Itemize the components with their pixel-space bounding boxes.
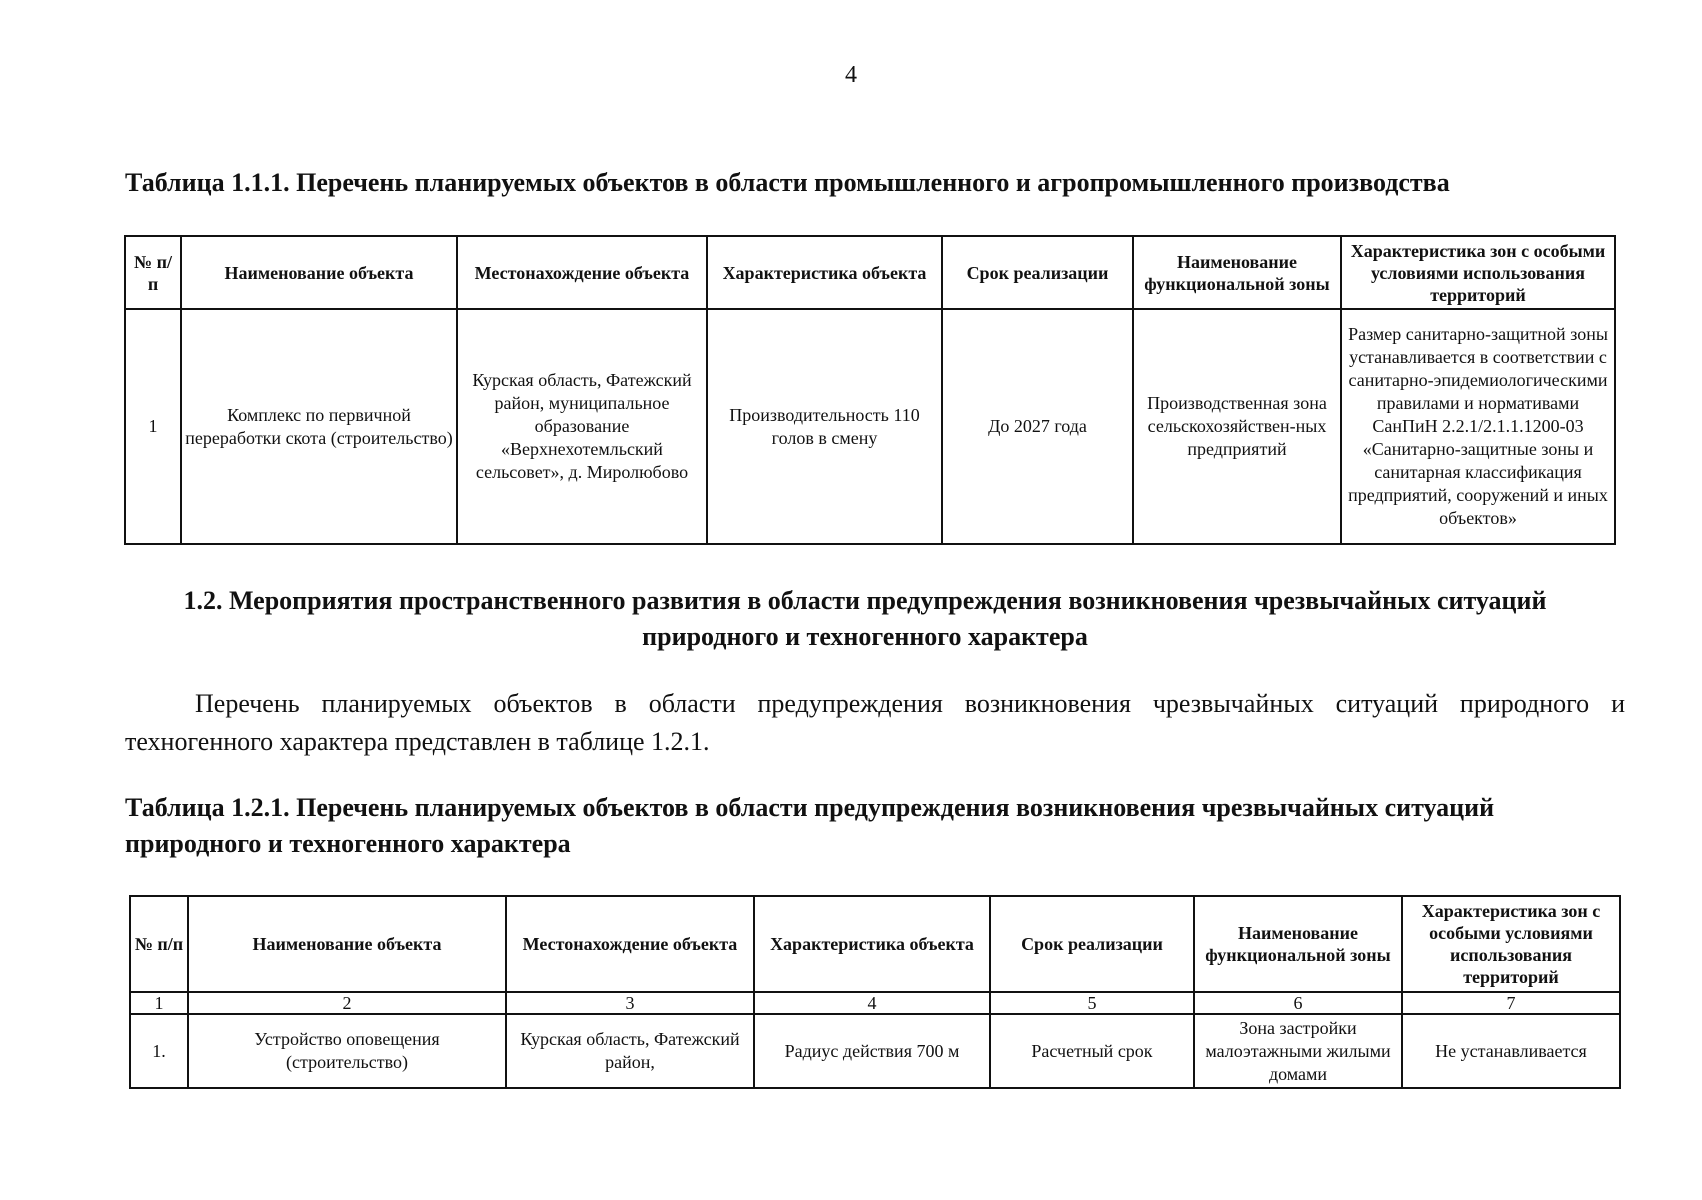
table2-cell-name: Устройство оповещения (строительство) xyxy=(188,1014,506,1088)
table1-header-characteristic: Характеристика объекта xyxy=(707,236,942,309)
table1-header-row xyxy=(125,236,1615,309)
table2-cell-num: 1. xyxy=(130,1014,188,1088)
table2-cell-characteristic: Радиус действия 700 м xyxy=(754,1014,990,1088)
table2-cell-location: Курская область, Фатежский район, xyxy=(506,1014,754,1088)
table2-header-name: Наименование объекта xyxy=(188,896,506,992)
table2-colnum-3: 3 xyxy=(506,992,754,1014)
table2-header-zone: Наименование функциональной зоны xyxy=(1194,896,1402,992)
table1-header-location: Местонахождение объекта xyxy=(457,236,707,309)
table1-cell-special-zones: Размер санитарно-защитной зоны устанавливается в соответствии с санитарно-эпидемиологическими правилами и нормативами СанПиН 2.2.1/2.1.1.1200-03 «Санитарно-защитные зоны и санитарная классификация предприятий, сооружений и иных объектов» xyxy=(1341,309,1615,544)
table2-header-term: Срок реализации xyxy=(990,896,1194,992)
table2-cell-term: Расчетный срок xyxy=(990,1014,1194,1088)
table1-caption: Таблица 1.1.1. Перечень планируемых объектов в области промышленного и агропромышленного производства xyxy=(125,168,1450,197)
table2-colnum-4: 4 xyxy=(754,992,990,1014)
table1-header-name: Наименование объекта xyxy=(181,236,457,309)
table2-cell-special-zones: Не устанавливается xyxy=(1402,1014,1620,1088)
table1-header-term: Срок реализации xyxy=(942,236,1133,309)
table1-cell-zone: Производственная зона сельскохозяйствен-ных предприятий xyxy=(1133,309,1341,544)
table2-header-characteristic: Характеристика объекта xyxy=(754,896,990,992)
table1-header-zone: Наименование функциональной зоны xyxy=(1133,236,1341,309)
table2-header-location: Местонахождение объекта xyxy=(506,896,754,992)
table2-cell-zone: Зона застройки малоэтажными жилыми домами xyxy=(1194,1014,1402,1088)
section-intro: Перечень планируемых объектов в области предупреждения возникновения чрезвычайных ситуаций природного и техногенного характера представлен в таблице 1.2.1. xyxy=(125,689,1625,756)
table1-cell-term: До 2027 года xyxy=(942,309,1133,544)
table2-colnum-6: 6 xyxy=(1194,992,1402,1014)
table1 xyxy=(124,235,1616,545)
table2-colnum-7: 7 xyxy=(1402,992,1620,1014)
table2-column-numbers xyxy=(130,992,1620,1014)
table2-caption: Таблица 1.2.1. Перечень планируемых объектов в области предупреждения возникновения чрезвычайных ситуаций природного и техногенного характера xyxy=(125,793,1495,858)
table1-header-num: № п/п xyxy=(125,236,181,309)
table-row xyxy=(130,1014,1620,1088)
table2-colnum-1: 1 xyxy=(130,992,188,1014)
table1-header-special-zones: Характеристика зон с особыми условиями использования территорий xyxy=(1341,236,1615,309)
table1-cell-characteristic: Производительность 110 голов в смену xyxy=(707,309,942,544)
page-number: 4 xyxy=(845,62,857,88)
table2-colnum-5: 5 xyxy=(990,992,1194,1014)
table1-cell-location: Курская область, Фатежский район, муниципальное образование «Верхнехотемльский сельсовет», д. Миролюбово xyxy=(457,309,707,544)
table2-colnum-2: 2 xyxy=(188,992,506,1014)
table1-cell-num: 1 xyxy=(125,309,181,544)
table2-header-num: № п/п xyxy=(130,896,188,992)
table2-header-special-zones: Характеристика зон с особыми условиями использования территорий xyxy=(1402,896,1620,992)
table-row xyxy=(125,309,1615,544)
table2-header-row xyxy=(130,896,1620,992)
table1-cell-name: Комплекс по первичной переработки скота (строительство) xyxy=(181,309,457,544)
table2 xyxy=(129,895,1621,1089)
section-title: 1.2. Мероприятия пространственного развития в области предупреждения возникновения чрезвычайных ситуаций природного и техногенного характера xyxy=(183,586,1547,651)
